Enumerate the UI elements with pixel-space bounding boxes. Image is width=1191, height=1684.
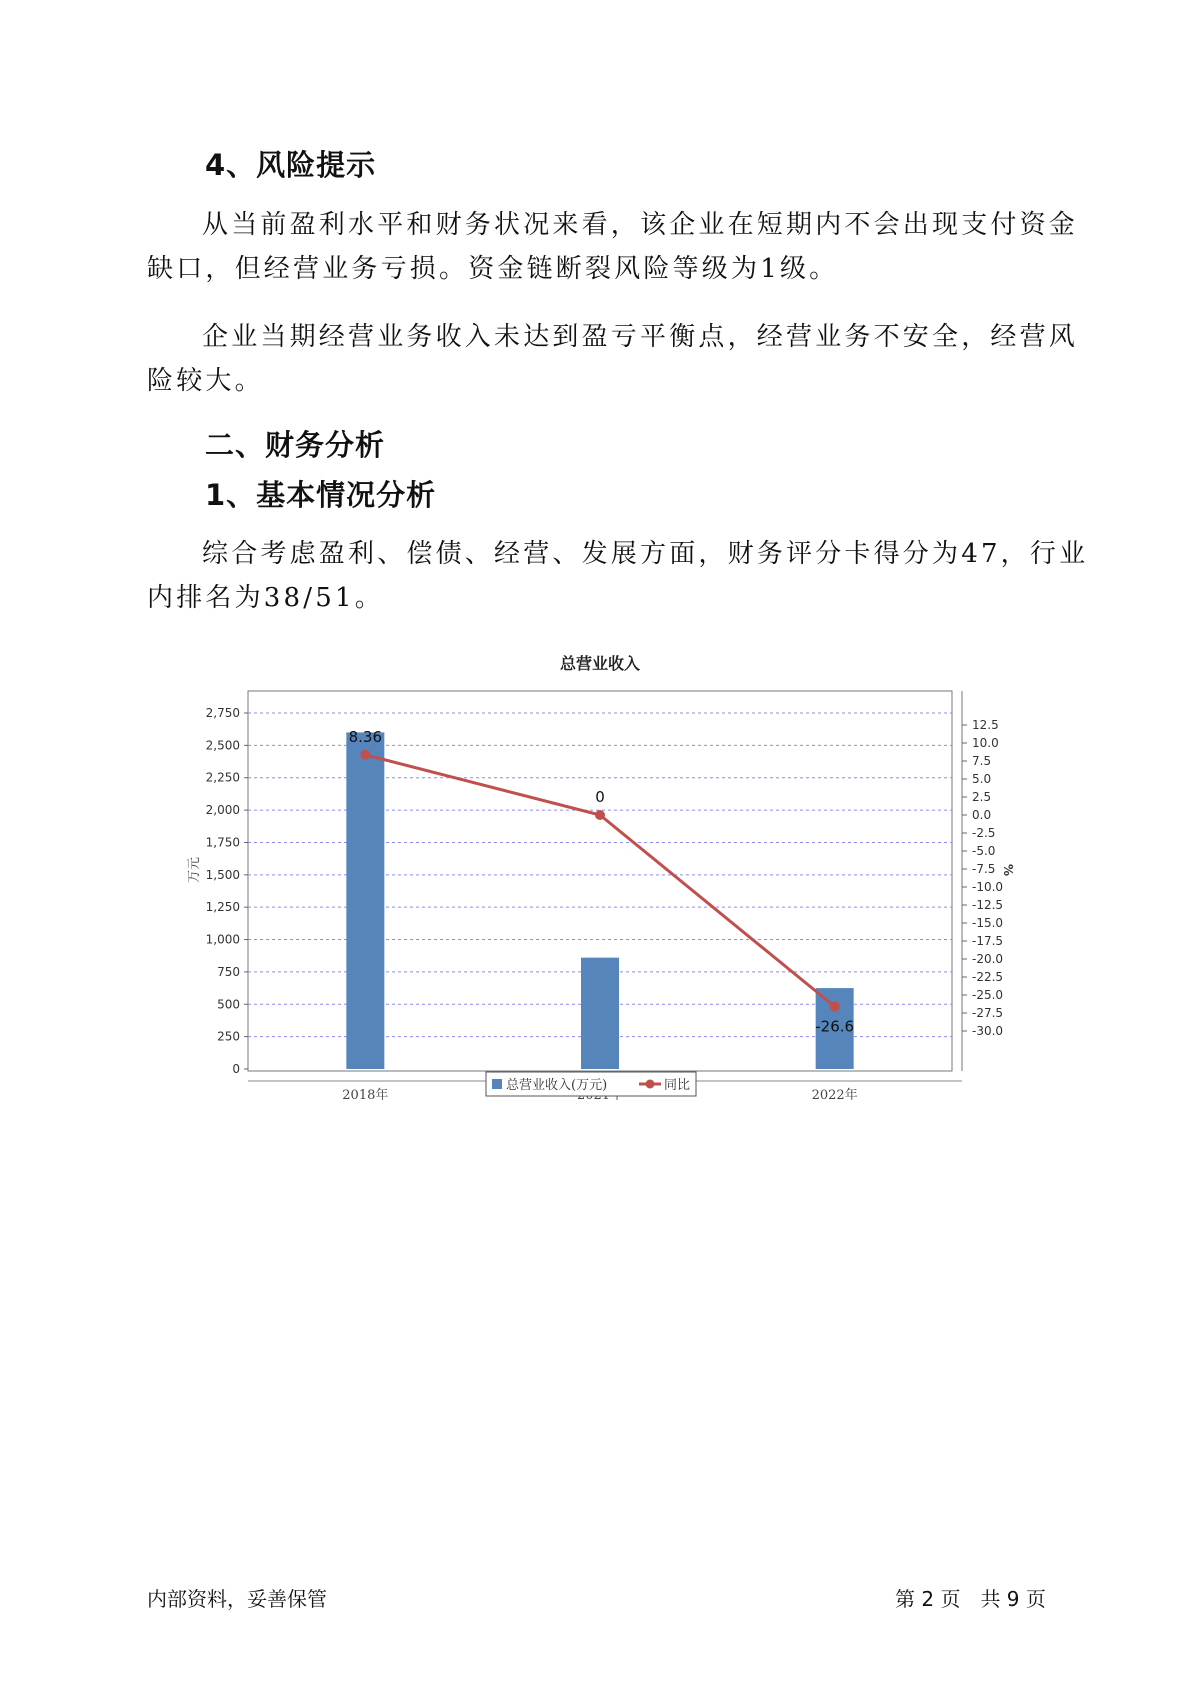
- data-label: 0: [595, 788, 605, 806]
- data-label: -26.6: [815, 1017, 855, 1036]
- right-axis: [962, 691, 1003, 1071]
- y-tick-label: 2,250: [205, 770, 240, 785]
- line-point: [360, 750, 370, 760]
- y-tick-label: 1,750: [205, 835, 240, 850]
- paragraph-line: 缺口，但经营业务亏损。资金链断裂风险等级为1级。: [147, 254, 839, 284]
- footer-left: 内部资料，妥善保管: [147, 1587, 327, 1611]
- data-label: 8.36: [348, 727, 383, 746]
- y-tick-label: 0: [232, 1062, 240, 1076]
- y2-tick-label: -7.5: [972, 862, 996, 876]
- x-tick-label: 2022年: [811, 1088, 858, 1100]
- y2-tick-label: 12.5: [972, 718, 999, 732]
- bar: [581, 958, 619, 1069]
- legend-bar-swatch: [492, 1079, 502, 1089]
- y-tick-label: 2,500: [205, 738, 240, 753]
- y-tick-label: 500: [217, 997, 240, 1012]
- y2-axis-label: %: [1001, 863, 1015, 877]
- basic-analysis-heading: 1、基本情况分析: [205, 478, 437, 512]
- chart-title: 总营业收入: [559, 654, 641, 673]
- y-tick-label: 2,750: [205, 706, 240, 720]
- paragraph-line: 综合考虑盈利、偿债、经营、发展方面，财务评分卡得分为47，行业: [202, 539, 1089, 569]
- y2-tick-label: -25.0: [972, 988, 1004, 1002]
- y2-tick-label: -22.5: [972, 970, 1004, 984]
- finance-paragraph: [147, 532, 1089, 620]
- y-axis-label: 万元: [187, 856, 202, 884]
- line-point: [595, 810, 605, 820]
- y2-tick-label: -5.0: [972, 844, 996, 858]
- y-tick-label: 750: [217, 964, 240, 979]
- y-tick-label: 1,000: [205, 932, 240, 947]
- y2-tick-label: -27.5: [972, 1006, 1004, 1020]
- left-axis: [206, 706, 248, 1076]
- y2-tick-label: -20.0: [972, 952, 1004, 966]
- x-tick-label: 2018年: [342, 1088, 389, 1100]
- legend-line-label: 同比: [664, 1078, 691, 1093]
- y2-tick-label: -30.0: [972, 1024, 1004, 1038]
- y2-tick-label: 2.5: [972, 790, 992, 804]
- y-tick-label: 2,000: [205, 803, 240, 818]
- paragraph-line: 内排名为38/51。: [147, 583, 384, 613]
- y2-tick-label: 7.5: [972, 754, 992, 768]
- y2-tick-label: 10.0: [972, 736, 999, 750]
- revenue-chart: [180, 640, 1060, 1100]
- y2-tick-label: -17.5: [972, 934, 1004, 948]
- y2-tick-label: 5.0: [972, 772, 992, 786]
- risk-paragraph-2: [147, 315, 1079, 403]
- bar: [346, 732, 384, 1069]
- legend-bar-label: 总营业收入(万元): [506, 1078, 608, 1093]
- y-tick-label: 1,500: [205, 867, 240, 882]
- risk-paragraph-1: [147, 203, 1079, 291]
- finance-heading: 二、财务分析: [205, 428, 386, 462]
- y2-tick-label: -10.0: [972, 880, 1004, 894]
- risk-heading: 4、风险提示: [205, 148, 377, 182]
- chart-legend: [486, 1072, 696, 1096]
- y-tick-label: 250: [217, 1029, 240, 1044]
- y2-tick-label: -12.5: [972, 898, 1004, 912]
- line-point: [830, 1002, 840, 1012]
- paragraph-line: 企业当期经营业务收入未达到盈亏平衡点，经营业务不安全，经营风: [202, 322, 1079, 352]
- y2-tick-label: -2.5: [972, 826, 996, 840]
- paragraph-line: 险较大。: [147, 366, 264, 396]
- y2-tick-label: 0.0: [972, 808, 992, 822]
- y2-tick-label: -15.0: [972, 916, 1004, 930]
- y-tick-label: 1,250: [205, 900, 240, 915]
- legend-line-marker: [646, 1080, 655, 1089]
- paragraph-line: 从当前盈利水平和财务状况来看，该企业在短期内不会出现支付资金: [202, 210, 1079, 240]
- footer-page-number: 第 2 页 共 9 页: [895, 1587, 1046, 1611]
